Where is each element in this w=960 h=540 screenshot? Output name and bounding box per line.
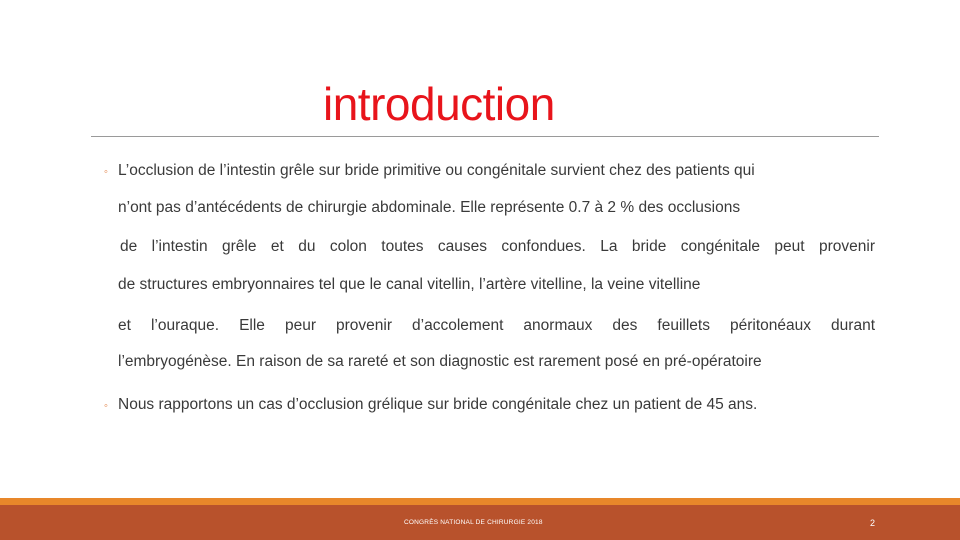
bullet-marker-1: ◦ [104,166,108,178]
bullet-1-line-2: n’ont pas d’antécédents de chirurgie abdominale. Elle représente 0.7 à 2 % des occlusions [118,199,741,216]
bullet-1-line-5: et l’ouraque. Elle peur provenir d’accolement anormaux des feuillets péritonéaux durant [118,317,875,334]
bullet-1-line-6: l’embryogénèse. En raison de sa rareté et son diagnostic est rarement posé en pré-opératoire [118,353,762,370]
bullet-1-line-3: de l’intestin grêle et du colon toutes causes confondues. La bride congénitale peut provenir [120,238,875,255]
slide-title: introduction [323,78,555,130]
bullet-1-line-4: de structures embryonnaires tel que le canal vitellin, l’artère vitelline, la veine vitelline [118,276,701,293]
page-number: 2 [870,518,876,528]
bullet-2-line-1: Nous rapportons un cas d’occlusion grélique sur bride congénitale chez un patient de 45 ans. [118,396,758,413]
bullet-1-line-1: L’occlusion de l’intestin grêle sur bride primitive ou congénitale survient chez des patients qui [118,162,755,179]
footer-accent-bar [0,498,960,505]
bullet-marker-2: ◦ [104,400,108,412]
footer-text: CONGRÈS NATIONAL DE CHIRURGIE 2018 [404,519,543,526]
